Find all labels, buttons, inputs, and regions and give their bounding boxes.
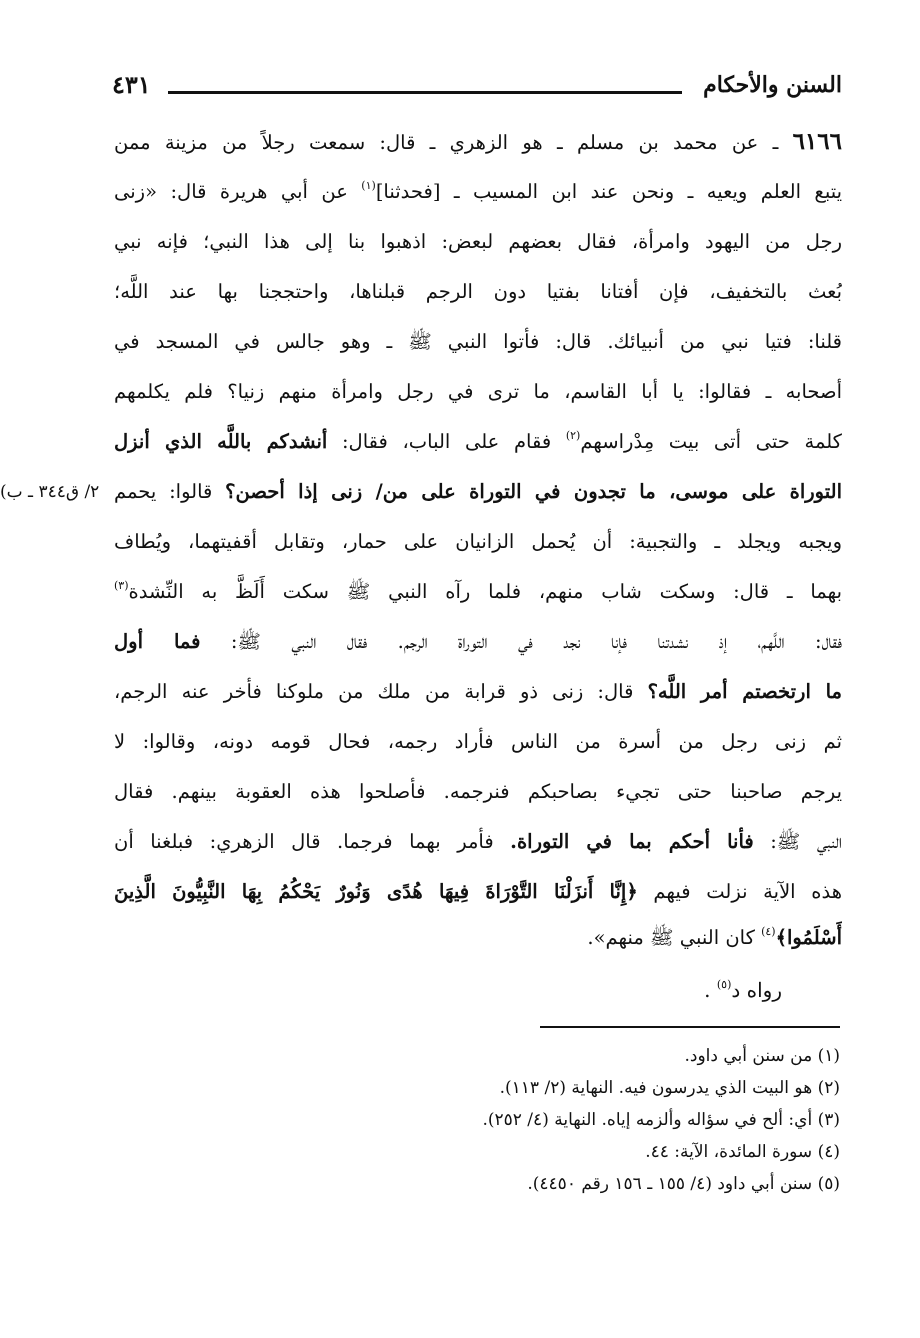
line-text: النبي ﷺ:	[753, 830, 842, 853]
header-rule	[168, 91, 682, 94]
text-line-2	[114, 172, 842, 212]
line-text: ويجبه ويجلد ـ والتجبية: أن يُحمل الزانيان على حمار، وتقابل أقفيتهما، ويُطاف	[114, 530, 842, 553]
line-text: فأمر بهما فرجما. قال الزهري: فبلغنا أن	[114, 830, 511, 853]
quoted-speech: أنشدكم باللَّه الذي أنزل	[114, 430, 328, 453]
footnote-marker: (١)	[361, 179, 376, 192]
line-text: عن أبي هريرة قال: «زنى	[114, 180, 362, 203]
footnote-marker: (٣)	[114, 579, 129, 592]
footnote-marker: (٢)	[565, 429, 581, 442]
line-text: يرجم صاحبنا حتى تجيء بصاحبكم فنرجمه. فأصلحوا هذه العقوبة بينهم. فقال	[114, 780, 842, 803]
line-text: يتبع العلم ويعيه ـ ونحن عند ابن المسيب ـ [فحدثنا]	[375, 180, 842, 203]
text-line-14	[114, 772, 842, 812]
line-text: قال: زنى ذو قرابة من ملك من ملوكنا فأخر عنه الرجم،	[114, 680, 648, 703]
footnote-3: (٣) أي: ألح في سؤاله وألزمه إياه. النهاية (٤/ ٢٥٢).	[482, 1110, 840, 1130]
text-line-8	[114, 472, 842, 512]
line-text: فقام على الباب، فقال:	[327, 430, 566, 453]
line-text: بُعث بالتخفيف، فإن أفتانا بفتيا دون الرجم قبلناها، واحتججنا بها عند اللَّه؛	[114, 280, 842, 303]
text-line-10	[114, 572, 842, 612]
text-line-16	[114, 872, 842, 912]
line-text: كلمة حتى أتى بيت مِدْراسهم	[580, 430, 842, 453]
quoted-speech: التوراة على موسى، ما تجدون في التوراة على من/ زنى إذا أحصن؟	[225, 480, 842, 503]
quoted-speech: فما أول	[114, 630, 201, 653]
text-line-9	[114, 522, 842, 562]
footnote-5: (٥) سنن أبي داود (٤/ ١٥٥ ـ ١٥٦ رقم ٤٤٥٠).	[527, 1174, 840, 1194]
text-line-17	[114, 918, 842, 958]
footnote-marker: (٤)	[761, 925, 776, 938]
running-header	[112, 70, 842, 110]
quoted-speech: فأنا أحكم بما في التوراة.	[510, 830, 754, 853]
narration-end: .	[704, 978, 717, 1002]
text-line-12	[114, 672, 842, 712]
quran-verse: أَسْلَمُوا﴾	[775, 926, 842, 949]
line-text: ثم زنى رجل من أسرة من الناس فأراد رجمه، فحال قومه دونه، وقالوا: لا	[114, 730, 842, 753]
line-text: رجل من اليهود وامرأة، فقال بعضهم لبعض: اذهبوا بنا إلى هذا النبي؛ فإنه نبي	[114, 230, 842, 253]
chapter-title: السنن والأحكام	[703, 72, 842, 98]
text-line-4	[114, 272, 842, 312]
manuscript-margin-note: (٢/ ق٣٤٤ ـ ب	[0, 482, 100, 502]
narration-text: رواه د	[731, 978, 782, 1002]
line-text: بهما ـ قال: وسكت شاب منهم، فلما رآه النبي ﷺ سكت أَلَظَّ به النِّشدة	[128, 580, 842, 603]
footnote-2: (٢) هو البيت الذي يدرسون فيه. النهاية (٢/ ١١٣).	[499, 1078, 840, 1098]
quoted-speech: ما ارتخصتم أمر اللَّه؟	[647, 680, 842, 703]
line-text: فقال: اللَّهم، إذ نشدتنا فإنا نجد في التوراة الرجم. فقال النبي ﷺ:	[200, 630, 842, 653]
footnote-separator	[540, 1026, 840, 1028]
text-line-6	[114, 372, 842, 412]
footnote-1: (١) من سنن أبي داود.	[684, 1046, 840, 1066]
quran-verse: ﴿إِنَّا أَنزَلْنَا التَّوْرَاةَ فِيهَا هُدًى وَنُورٌ يَحْكُمُ بِهَا النَّبِيُّونَ الَّذِينَ	[114, 880, 638, 903]
line-text: هذه الآية نزلت فيهم	[637, 880, 842, 903]
text-line-7	[114, 422, 842, 462]
footnote-4: (٤) سورة المائدة، الآية: ٤٤.	[645, 1142, 840, 1162]
page-number: ٤٣١	[112, 70, 151, 99]
line-text: كان النبي ﷺ منهم».	[587, 926, 762, 949]
text-line-1	[114, 122, 842, 162]
line-text: أصحابه ـ فقالوا: يا أبا القاسم، ما ترى في رجل وامرأة منهم زنيا؟ فلم يكلمهم	[114, 380, 842, 403]
text-line-11	[114, 622, 842, 662]
narration-source	[704, 970, 782, 1010]
footnote-marker: (٥)	[716, 978, 732, 991]
text-line-3	[114, 222, 842, 262]
text-line-15	[114, 822, 842, 862]
text-line-5	[114, 322, 842, 362]
line-text: قلنا: فتيا نبي من أنبيائك. قال: فأتوا النبي ﷺ ـ وهو جالس في المسجد في	[114, 330, 842, 353]
line-text: ـ عن محمد بن مسلم ـ هو الزهري ـ قال: سمعت رجلاً من مزينة ممن	[114, 131, 779, 154]
text-line-13	[114, 722, 842, 762]
hadith-number: ٦١٦٦	[792, 128, 842, 155]
line-text: قالوا: يحمم	[114, 480, 226, 503]
